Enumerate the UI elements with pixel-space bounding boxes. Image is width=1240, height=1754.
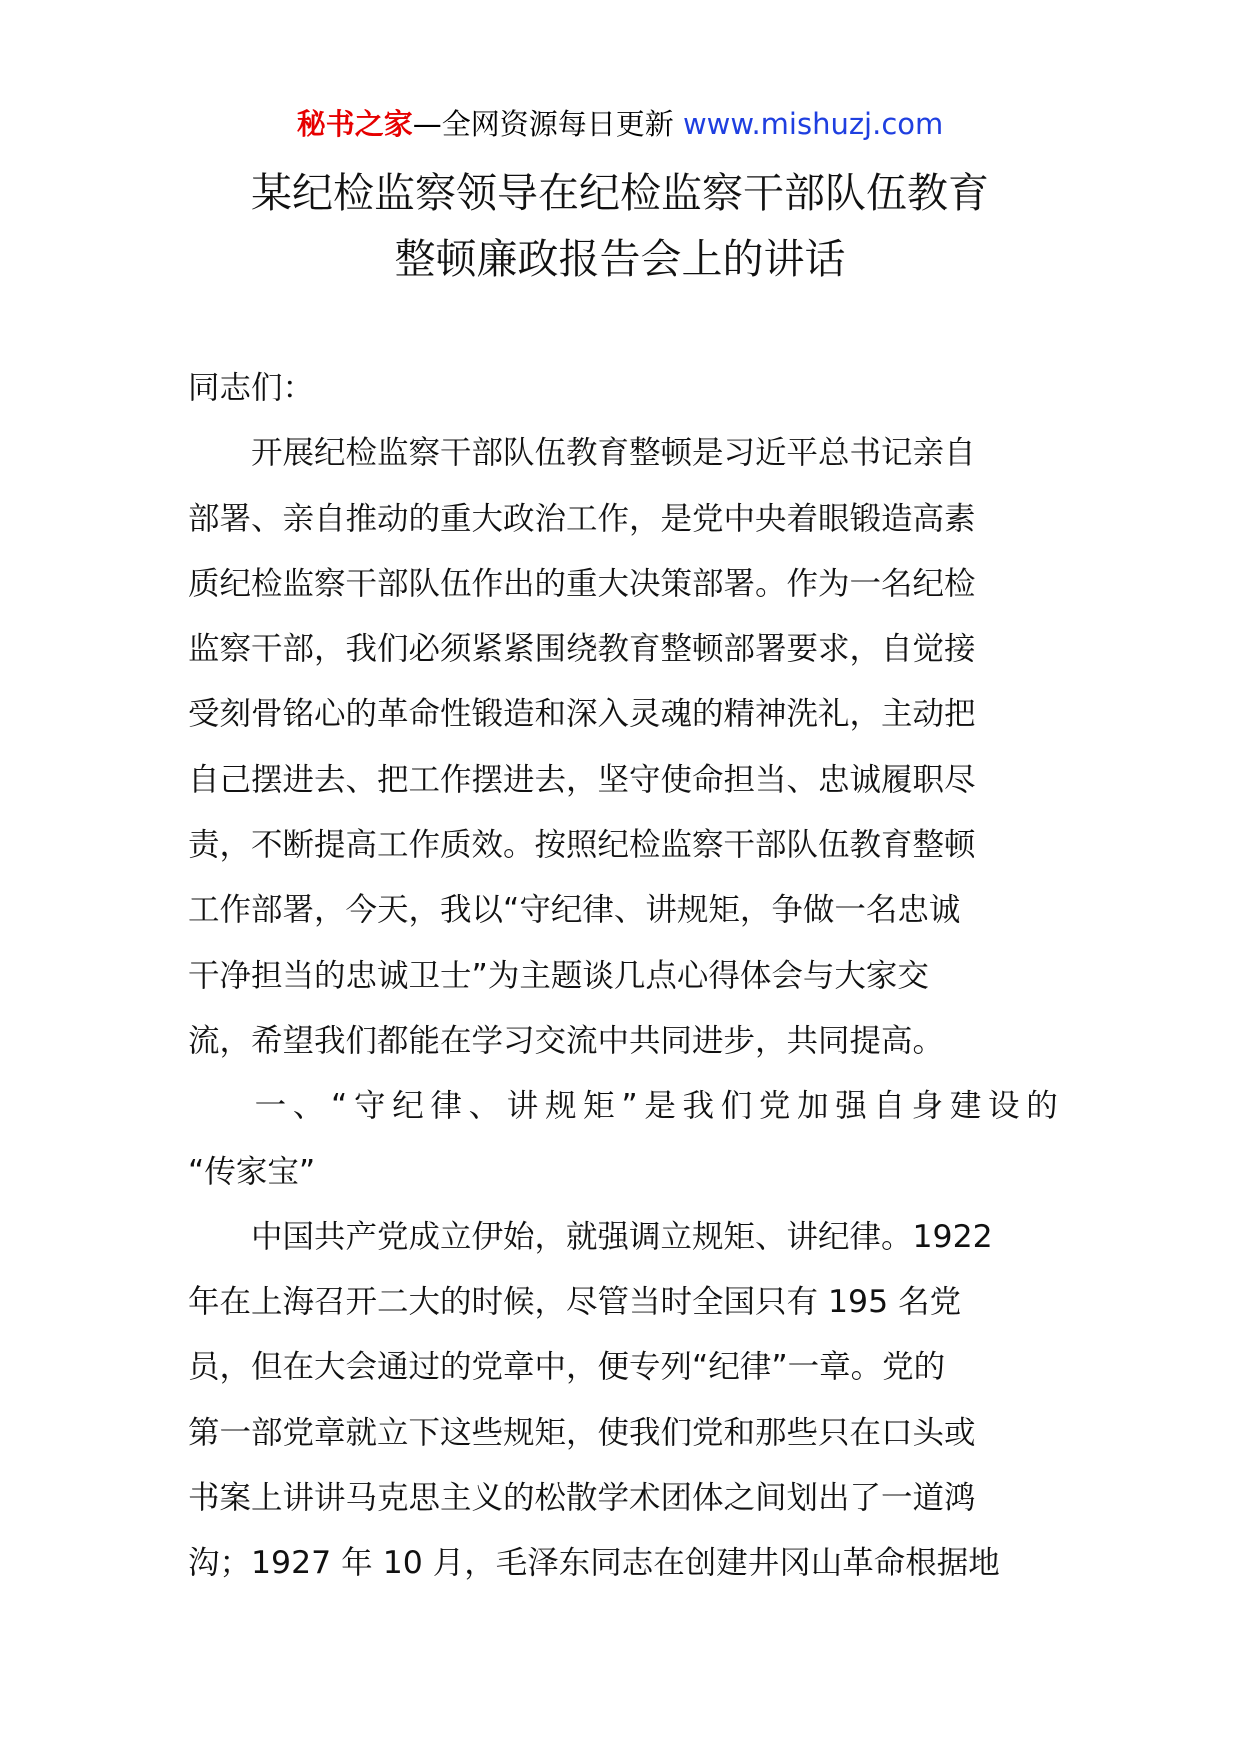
heading-char: ” — [621, 1088, 638, 1125]
paragraph-line: 受刻骨铭心的革命性锻造和深入灵魂的精神洗礼，主动把 — [188, 696, 976, 733]
heading-char: 党 — [758, 1088, 791, 1125]
heading-char: 加 — [797, 1088, 829, 1125]
document-title — [0, 160, 1240, 292]
heading-char: 是 — [644, 1088, 676, 1125]
heading-char: 守 — [354, 1088, 386, 1125]
heading-char: “ — [331, 1088, 348, 1125]
salutation-line: 同志们： — [188, 370, 315, 406]
paragraph-line: 干净担当的忠诚卫士”为主题谈几点心得体会与大家交 — [188, 957, 929, 994]
paragraph-line: 中国共产党成立伊始，就强调立规矩、讲纪律。1922 — [188, 1218, 993, 1255]
site-tagline: —全网资源每日更新 — [412, 107, 674, 141]
paragraph-line: 开展纪检监察干部队伍教育整顿是习近平总书记亲自 — [188, 435, 976, 472]
heading-char: 、 — [292, 1088, 325, 1125]
site-url-link[interactable]: www.mishuzj.com — [682, 107, 944, 141]
heading-char: 讲 — [506, 1088, 539, 1125]
paragraph-line: 第一部党章就立下这些规矩，使我们党和那些只在口头或 — [188, 1414, 976, 1451]
heading-char: 的 — [1026, 1088, 1058, 1125]
paragraph-line: 质纪检监察干部队伍作出的重大决策部署。作为一名纪检 — [188, 565, 976, 602]
paragraph-line: 部署、亲自推动的重大政治工作，是党中央着眼锻造高素 — [188, 500, 976, 537]
paragraph-line: 责，不断提高工作质效。按照纪检监察干部队伍教育整顿 — [188, 827, 976, 864]
paragraph-line: 年在上海召开二大的时候，尽管当时全国只有 195 名党 — [188, 1284, 962, 1321]
site-banner — [0, 100, 1240, 148]
section-heading-line — [188, 1074, 1058, 1139]
heading-char: 矩 — [583, 1088, 615, 1125]
heading-char: 我 — [682, 1088, 715, 1125]
heading-char: 规 — [544, 1088, 577, 1125]
heading-char: 、 — [468, 1088, 501, 1125]
paragraph-line: 监察干部，我们必须紧紧围绕教育整顿部署要求，自觉接 — [188, 631, 976, 668]
paragraph-line: 沟；1927 年 10 月，毛泽东同志在创建井冈山革命根据地 — [188, 1545, 1000, 1582]
paragraph-line: 员，但在大会通过的党章中，便专列“纪律”一章。党的 — [188, 1349, 946, 1386]
paragraph-line: 书案上讲讲马克思主义的松散学术团体之间划出了一道鸿 — [188, 1480, 976, 1517]
heading-char: 律 — [430, 1088, 462, 1125]
indent — [188, 1074, 248, 1139]
speech-body — [188, 356, 1058, 1597]
heading-char: 建 — [949, 1088, 982, 1125]
heading-char: 们 — [720, 1088, 753, 1125]
heading-char: 自 — [873, 1088, 905, 1125]
heading-char: 设 — [988, 1088, 1020, 1125]
heading-char: 纪 — [392, 1088, 424, 1125]
section-heading-line: “传家宝” — [188, 1153, 316, 1190]
heading-char: 身 — [911, 1088, 944, 1125]
site-name: 秘书之家 — [296, 107, 413, 141]
paragraph-line: 工作部署，今天，我以“守纪律、讲规矩，争做一名忠诚 — [188, 892, 961, 929]
paragraph-line: 流，希望我们都能在学习交流中共同进步，共同提高。 — [188, 1022, 945, 1059]
title-line-1: 某纪检监察领导在纪检监察干部队伍教育 — [251, 169, 989, 217]
heading-char: 强 — [835, 1088, 867, 1125]
paragraph-line: 自己摆进去、把工作摆进去，坚守使命担当、忠诚履职尽 — [188, 761, 976, 798]
heading-char: 一 — [254, 1088, 287, 1125]
title-line-2: 整顿廉政报告会上的讲话 — [394, 235, 846, 283]
